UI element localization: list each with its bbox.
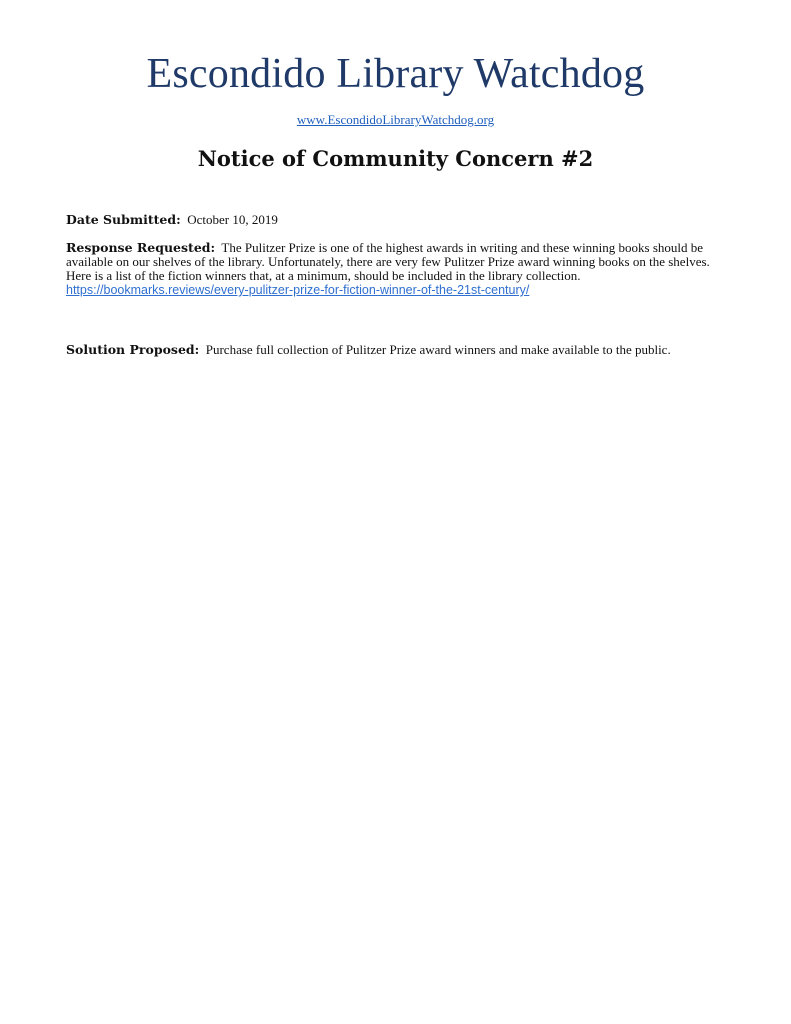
response-requested-field: [66, 241, 726, 297]
date-submitted-value: October 10, 2019: [187, 212, 278, 227]
date-submitted-label: Date Submitted:: [66, 212, 181, 227]
organization-title: Escondido Library Watchdog: [146, 51, 645, 97]
response-requested-label: Response Requested:: [66, 240, 216, 255]
solution-proposed-text: Purchase full collection of Pulitzer Prize award winners and make available to the public.: [205, 342, 671, 357]
date-submitted-field: [66, 213, 726, 227]
organization-url-line: [0, 112, 791, 128]
notice-title: Notice of Community Concern #2: [197, 146, 594, 171]
solution-proposed-label: Solution Proposed:: [66, 342, 200, 357]
organization-url-link[interactable]: www.EscondidoLibraryWatchdog.org: [296, 112, 495, 127]
response-requested-text: The Pulitzer Prize is one of the highest awards in writing and these winning books should be available on our shelves of the library. Unfortunately, there are very few Pulitzer Prize award winning books on the shelves. Here is a list of the fiction winners that, at a minimum, should be included in the library collection.: [66, 240, 710, 283]
pulitzer-list-link[interactable]: https://bookmarks.reviews/every-pulitzer-prize-for-fiction-winner-of-the-21st-century/: [66, 283, 530, 297]
solution-proposed-field: [66, 343, 726, 357]
